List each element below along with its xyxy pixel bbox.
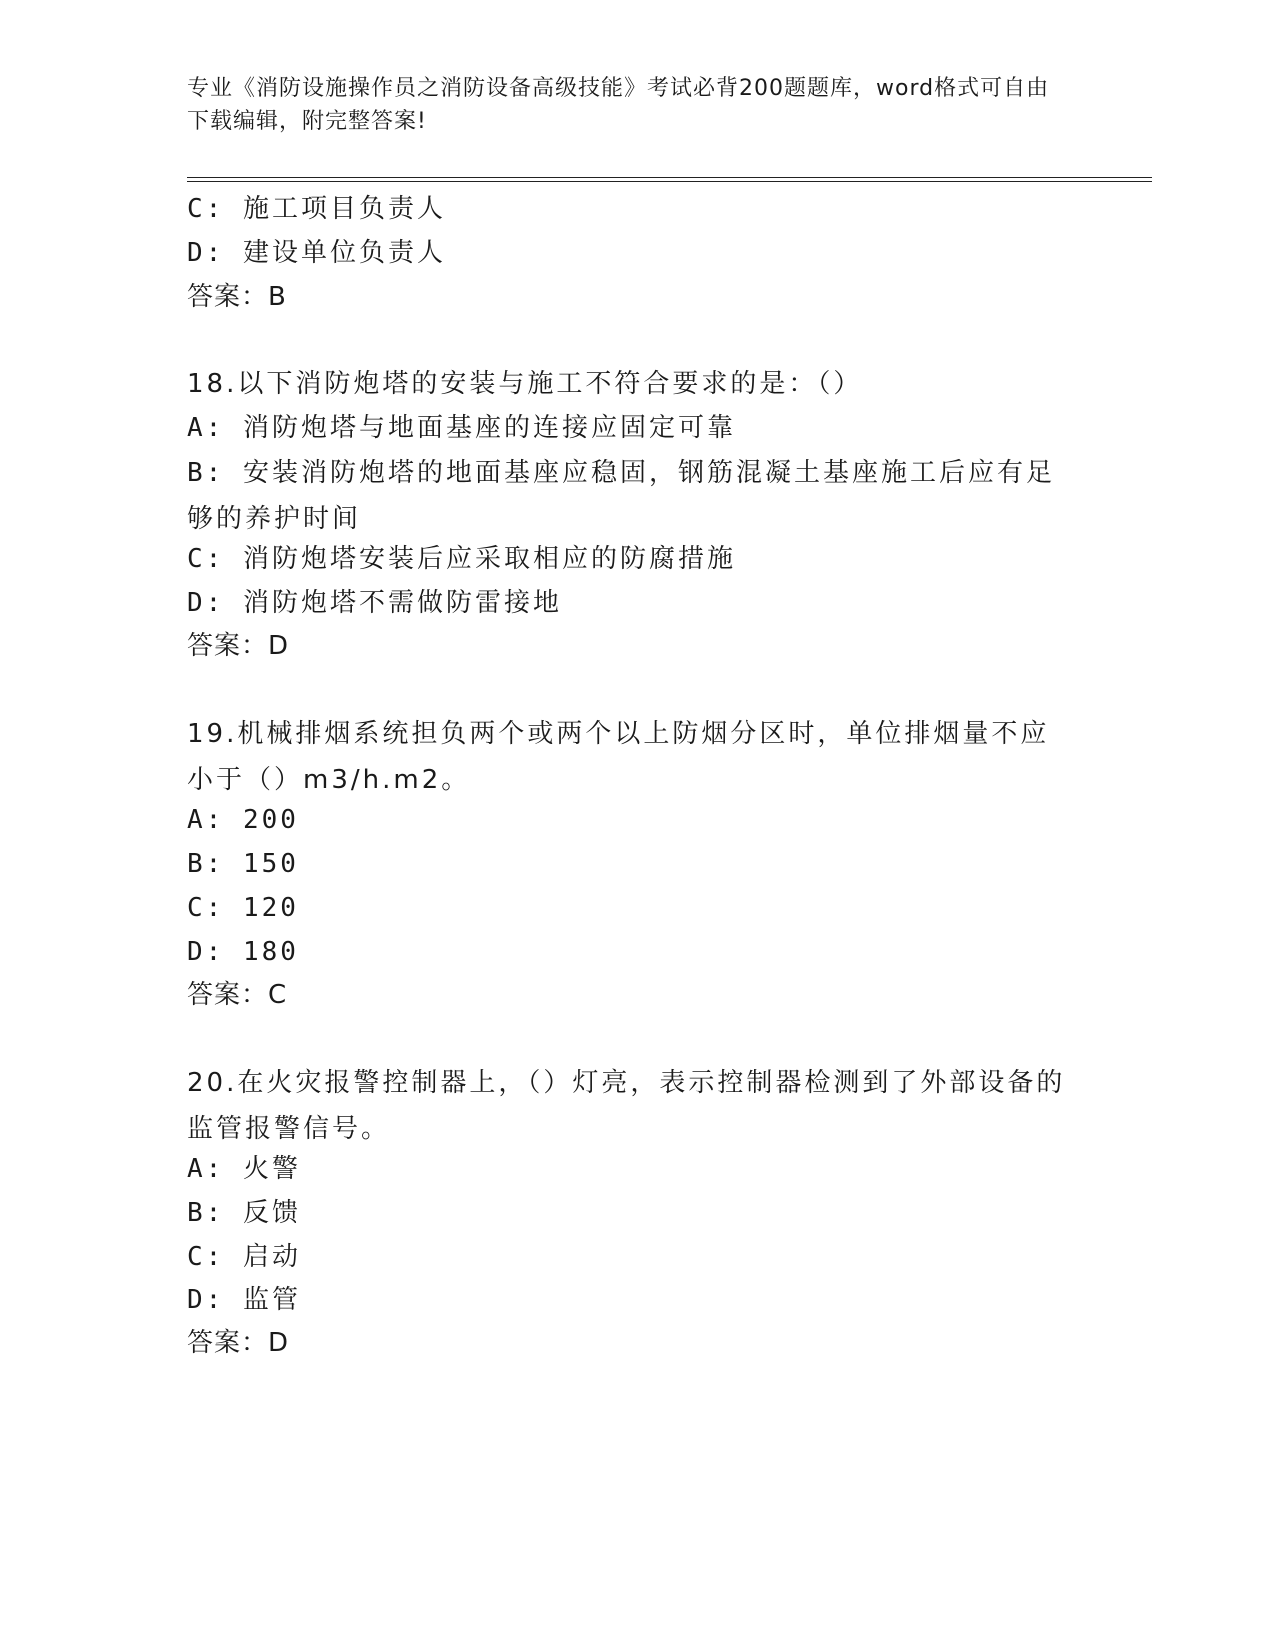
q19-option-d: D: 180 — [187, 937, 299, 967]
q19-option-b: B: 150 — [187, 849, 299, 879]
q18-option-a: A: 消防炮塔与地面基座的连接应固定可靠 — [187, 413, 736, 443]
q18-option-c: C: 消防炮塔安装后应采取相应的防腐措施 — [187, 544, 736, 574]
q20-option-d: D: 监管 — [187, 1285, 301, 1315]
q17-answer: 答案：B — [187, 282, 287, 312]
q19-stem: 19.机械排烟系统担负两个或两个以上防烟分区时，单位排烟量不应小于（）m3/h.m2。 — [187, 719, 1050, 795]
q19-option-c: C: 120 — [187, 893, 299, 923]
q17-option-d: D: 建设单位负责人 — [187, 238, 446, 268]
q20-option-a: A: 火警 — [187, 1154, 301, 1184]
q20-option-b: B: 反馈 — [187, 1198, 301, 1228]
page-header: 专业《消防设施操作员之消防设备高级技能》考试必背200题题库，word格式可自由下载编辑，附完整答案! — [187, 76, 1050, 134]
q18-answer: 答案：D — [187, 631, 290, 661]
q17-option-c: C: 施工项目负责人 — [187, 194, 446, 224]
q19-answer: 答案：C — [187, 980, 288, 1010]
q20-answer: 答案：D — [187, 1328, 290, 1358]
q18-option-b: B: 安装消防炮塔的地面基座应稳固，钢筋混凝土基座施工后应有足够的养护时间 — [187, 458, 1055, 534]
q18-option-d: D: 消防炮塔不需做防雷接地 — [187, 588, 562, 618]
q19-option-a: A: 200 — [187, 805, 299, 835]
q20-option-c: C: 启动 — [187, 1242, 301, 1272]
q18-stem: 18.以下消防炮塔的安装与施工不符合要求的是：（） — [187, 369, 863, 399]
q20-stem: 20.在火灾报警控制器上，（）灯亮，表示控制器检测到了外部设备的监管报警信号。 — [187, 1068, 1066, 1144]
header-divider — [187, 177, 1152, 182]
